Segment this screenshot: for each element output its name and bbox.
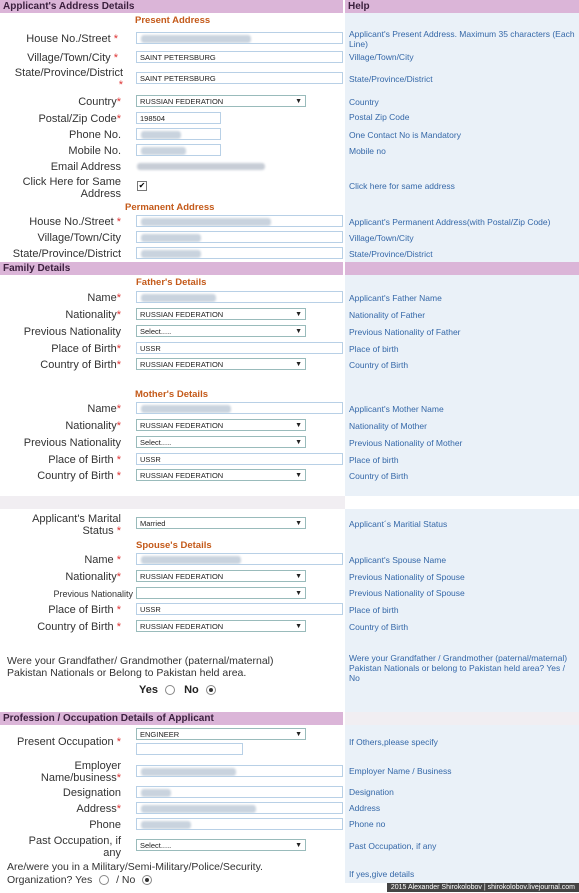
grandparent-radio-group: Yes No [139, 684, 216, 696]
designation-input[interactable] [136, 786, 343, 798]
present-postal-input[interactable]: 198504 [136, 112, 221, 124]
mother-cob-label: Country of Birth * [37, 470, 121, 482]
permanent-house-help: Applicant's Permanent Address(with Postal/Zip Code) [349, 217, 551, 227]
permanent-house-input[interactable] [136, 215, 343, 227]
present-occupation-help: If Others,please specify [349, 737, 438, 747]
mother-nationality-select[interactable]: RUSSIAN FEDERATION ▼ [136, 419, 306, 431]
military-yes-radio[interactable] [99, 875, 109, 885]
present-address-title: Present Address [135, 15, 211, 26]
address-section-header: Applicant's Address Details [0, 0, 343, 13]
chevron-down-icon: ▼ [295, 520, 302, 527]
father-pob-input[interactable]: USSR [136, 342, 343, 354]
designation-help: Designation [349, 787, 394, 797]
section-divider [345, 262, 579, 275]
employer-phone-input[interactable] [136, 818, 343, 830]
mother-name-help: Applicant's Mother Name [349, 404, 444, 414]
present-email-value [137, 163, 265, 170]
military-help: If yes,give details [349, 869, 415, 879]
father-name-help: Applicant's Father Name [349, 293, 442, 303]
marital-status-select[interactable]: Married ▼ [136, 517, 306, 529]
employer-address-label: Address* [76, 803, 121, 815]
military-question: Are/were you in a Military/Semi-Military/Police/Security. Organization? Yes / No [7, 861, 263, 886]
mother-prev-nationality-select[interactable]: Select..... ▼ [136, 436, 306, 448]
mother-prev-nationality-help: Previous Nationality of Mother [349, 438, 463, 448]
chevron-down-icon: ▼ [295, 98, 302, 105]
chevron-down-icon: ▼ [295, 842, 302, 849]
father-pob-label: Place of Birth* [51, 343, 121, 355]
present-phone-label: Phone No. [69, 129, 121, 141]
section-divider [345, 712, 579, 725]
mother-name-input[interactable] [136, 402, 343, 414]
employer-phone-label: Phone [89, 819, 121, 831]
permanent-village-label: Village/Town/City [37, 232, 121, 244]
present-occupation-select[interactable]: ENGINEER ▼ [136, 728, 306, 740]
past-occupation-select[interactable]: Select..... ▼ [136, 839, 306, 851]
permanent-house-label: House No./Street * [29, 216, 121, 228]
present-state-input[interactable]: SAINT PETERSBURG [136, 72, 343, 84]
mother-cob-select[interactable]: RUSSIAN FEDERATION ▼ [136, 469, 306, 481]
present-house-help: Applicant's Present Address. Maximum 35 characters (Each Line) [349, 29, 575, 49]
permanent-state-label: State/Province/District [12, 248, 121, 260]
mother-pob-help: Place of birth [349, 455, 399, 465]
watermark-credit: 2015 Alexander Shirokolobov | shirokolobov.livejournal.com [387, 883, 579, 892]
military-no-radio[interactable] [142, 875, 152, 885]
grandparent-help: Were your Grandfather / Grandmother (paternal/maternal) Pakistan Nationals or belong to Pakistan held area? Yes / No [349, 653, 568, 683]
spouse-name-input[interactable] [136, 553, 343, 565]
spouse-pob-input[interactable]: USSR [136, 603, 343, 615]
father-prev-nationality-label: Previous Nationality [23, 326, 121, 338]
permanent-village-help: Village/Town/City [349, 233, 414, 243]
chevron-down-icon: ▼ [295, 623, 302, 630]
spouse-pob-label: Place of Birth * [48, 604, 121, 616]
grandparent-no-radio[interactable] [206, 685, 216, 695]
mother-details-title: Mother's Details [135, 389, 208, 400]
mother-pob-label: Place of Birth * [48, 454, 121, 466]
chevron-down-icon: ▼ [295, 590, 302, 597]
spouse-nationality-label: Nationality* [65, 571, 121, 583]
permanent-address-title: Permanent Address [125, 202, 215, 213]
present-village-input[interactable]: SAINT PETERSBURG [136, 51, 343, 63]
present-house-label: House No./Street * [26, 33, 118, 45]
employer-input[interactable] [136, 765, 343, 777]
employer-address-help: Address [349, 803, 381, 813]
father-pob-help: Place of birth [349, 344, 399, 354]
present-house-input[interactable] [136, 32, 343, 44]
present-state-label: State/Province/District * [14, 67, 123, 91]
spouse-details-title: Spouse's Details [136, 540, 212, 551]
spouse-cob-label: Country of Birth * [37, 621, 121, 633]
present-phone-input[interactable] [136, 128, 221, 140]
chevron-down-icon: ▼ [295, 422, 302, 429]
present-country-select[interactable]: RUSSIAN FEDERATION ▼ [136, 95, 306, 107]
employer-address-input[interactable] [136, 802, 343, 814]
father-nationality-help: Nationality of Father [349, 310, 426, 320]
present-country-label: Country* [78, 96, 121, 108]
present-phone-help: One Contact No is Mandatory [349, 130, 461, 140]
father-nationality-select[interactable]: RUSSIAN FEDERATION ▼ [136, 308, 306, 320]
same-address-checkbox[interactable]: ✔ [138, 181, 146, 190]
spouse-nationality-select[interactable]: RUSSIAN FEDERATION ▼ [136, 570, 306, 582]
father-cob-select[interactable]: RUSSIAN FEDERATION ▼ [136, 358, 306, 370]
chevron-down-icon: ▼ [295, 311, 302, 318]
marital-status-help: Applicant´s Maritial Status [349, 519, 448, 529]
father-prev-nationality-select[interactable]: Select..... ▼ [136, 325, 306, 337]
spouse-prev-nationality-select[interactable] [136, 587, 306, 599]
profession-section-header: Profession / Occupation Details of Applicant [0, 712, 343, 725]
family-section-header: Family Details [0, 262, 343, 275]
help-header: Help [345, 0, 579, 13]
permanent-village-input[interactable] [136, 231, 343, 243]
occupation-other-input[interactable] [136, 743, 243, 755]
mother-pob-input[interactable]: USSR [136, 453, 343, 465]
father-prev-nationality-help: Previous Nationality of Father [349, 327, 461, 337]
mother-name-label: Name* [87, 403, 121, 415]
chevron-down-icon: ▼ [295, 328, 302, 335]
present-village-help: Village/Town/City [349, 52, 414, 62]
father-details-title: Father's Details [136, 277, 207, 288]
spouse-pob-help: Place of birth [349, 605, 399, 615]
father-name-input[interactable] [136, 291, 343, 303]
employer-label: Employer Name/business* [40, 760, 121, 784]
grandparent-yes-radio[interactable] [165, 685, 175, 695]
chevron-down-icon: ▼ [295, 472, 302, 479]
present-postal-help: Postal Zip Code [349, 112, 410, 122]
spouse-cob-select[interactable]: RUSSIAN FEDERATION ▼ [136, 620, 306, 632]
mother-cob-help: Country of Birth [349, 471, 409, 481]
employer-phone-help: Phone no [349, 819, 386, 829]
father-cob-help: Country of Birth [349, 360, 409, 370]
same-address-help: Click here for same address [349, 181, 455, 191]
present-state-help: State/Province/District [349, 74, 433, 84]
employer-help: Employer Name / Business [349, 766, 452, 776]
spouse-cob-help: Country of Birth [349, 622, 409, 632]
present-postal-label: Postal/Zip Code* [38, 113, 121, 125]
chevron-down-icon: ▼ [295, 439, 302, 446]
permanent-state-help: State/Province/District [349, 249, 433, 259]
present-mobile-label: Mobile No. [68, 145, 121, 157]
chevron-down-icon: ▼ [295, 731, 302, 738]
present-mobile-input[interactable] [136, 144, 221, 156]
mother-prev-nationality-label: Previous Nationality [23, 437, 121, 449]
mother-nationality-label: Nationality* [65, 420, 121, 432]
father-name-label: Name* [87, 292, 121, 304]
present-village-label: Village/Town/City * [27, 52, 118, 64]
spouse-prev-nationality-label: Previous Nationality [53, 589, 133, 599]
present-occupation-label: Present Occupation * [17, 736, 121, 748]
spouse-prev-nationality-help: Previous Nationality of Spouse [349, 588, 465, 598]
chevron-down-icon: ▼ [295, 573, 302, 580]
past-occupation-label: Past Occupation, if any [28, 835, 121, 859]
past-occupation-help: Past Occupation, if any [349, 841, 437, 851]
chevron-down-icon: ▼ [295, 361, 302, 368]
present-mobile-help: Mobile no [349, 146, 386, 156]
mother-nationality-help: Nationality of Mother [349, 421, 427, 431]
father-cob-label: Country of Birth* [40, 359, 121, 371]
same-address-label: Click Here for Same Address [22, 176, 121, 200]
father-nationality-label: Nationality* [65, 309, 121, 321]
designation-label: Designation [62, 787, 121, 799]
permanent-state-input[interactable] [136, 247, 343, 259]
grandparent-question: Were your Grandfather/ Grandmother (paternal/maternal) Pakistan Nationals or Belong to Pakistan held area. [7, 655, 274, 679]
spouse-name-label: Name * [84, 554, 121, 566]
marital-status-label: Applicant's Marital Status * [32, 513, 121, 537]
section-gap [0, 496, 345, 509]
present-email-label: Email Address [50, 161, 121, 173]
spouse-name-help: Applicant's Spouse Name [349, 555, 447, 565]
present-country-help: Country [349, 97, 379, 107]
spouse-nationality-help: Previous Nationality of Spouse [349, 572, 465, 582]
